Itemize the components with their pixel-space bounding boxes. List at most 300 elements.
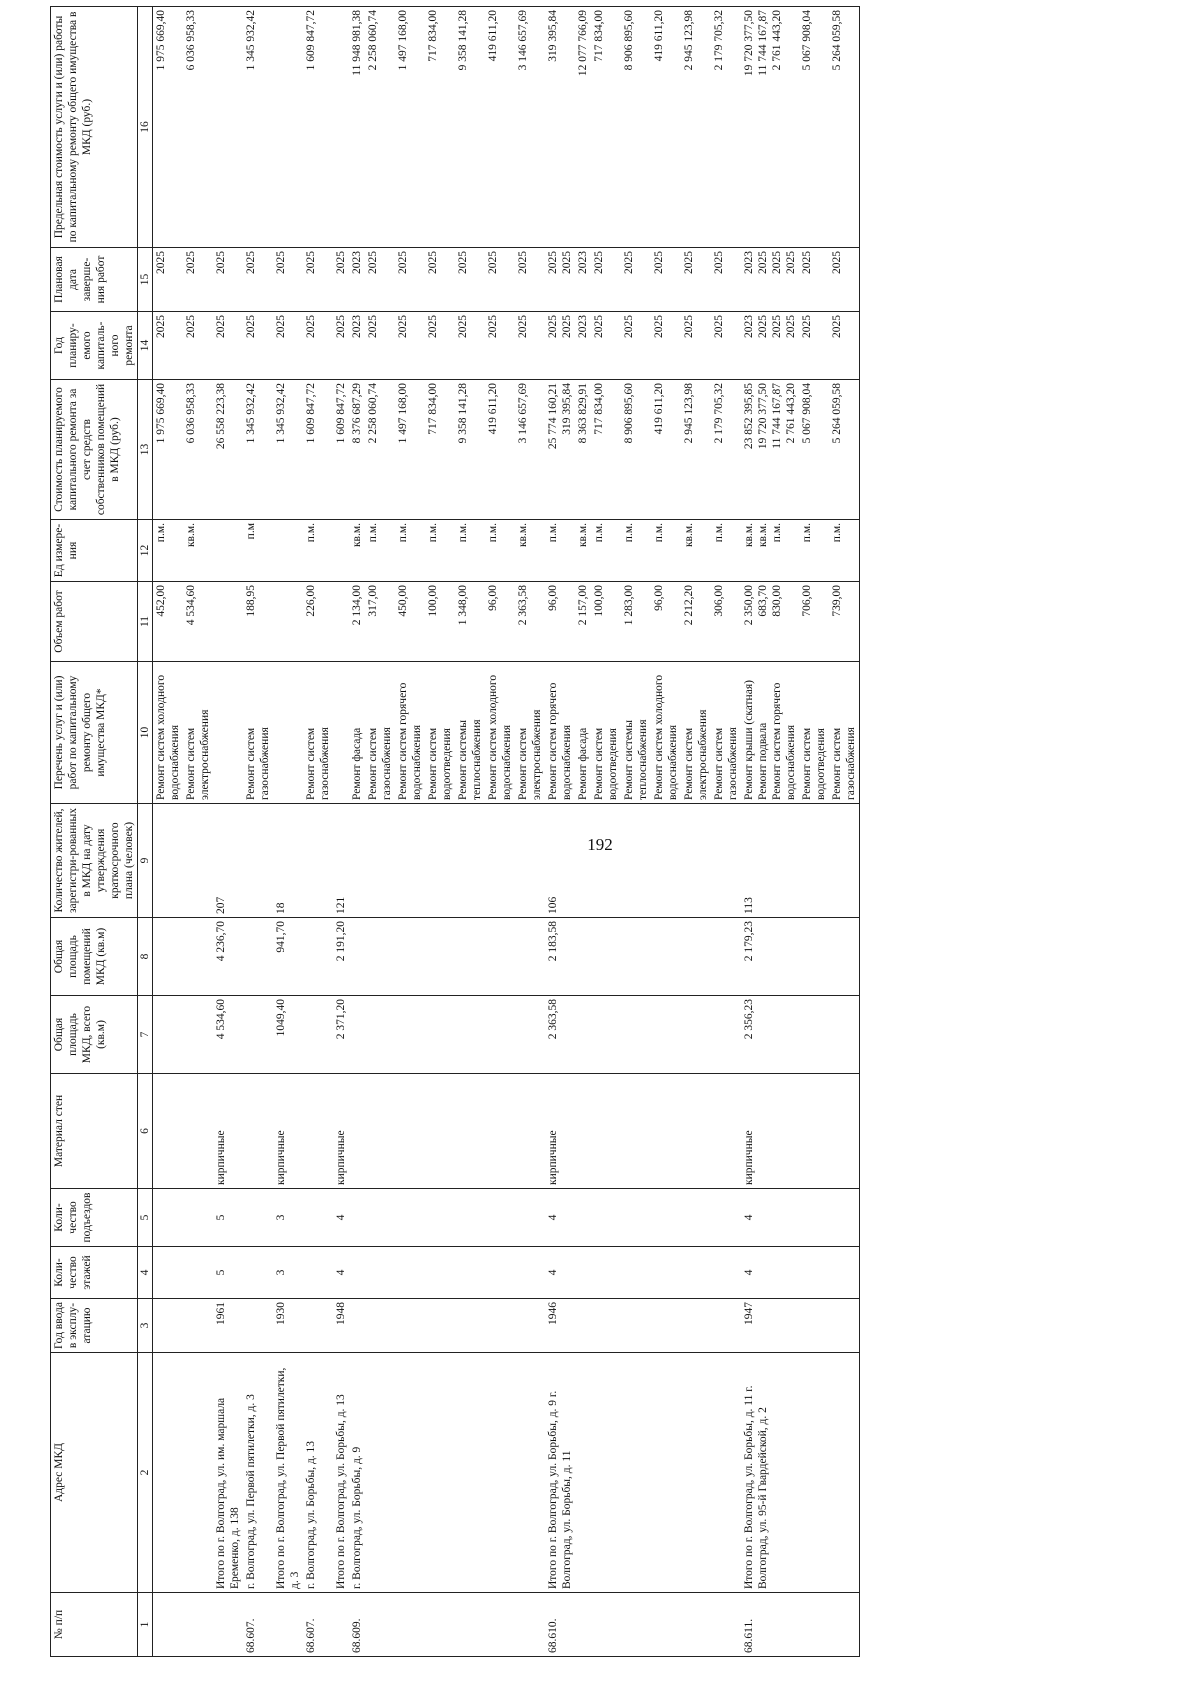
planned-year-cell: [395, 312, 425, 380]
entrances-cell: [183, 1189, 213, 1247]
works-list-cell: [485, 662, 515, 804]
address-cell: Итого по г. Волгоград, ул. Первой пятилетки, д. 3: [273, 1353, 303, 1593]
end-date-cell: [741, 248, 799, 312]
unit-cell: [799, 520, 829, 582]
planned-year-cell: [651, 312, 681, 380]
cell-line: 9 358 141,28: [457, 10, 469, 71]
volume-cell: [273, 582, 303, 662]
works-list-cell: [273, 662, 303, 804]
cell-line: 2025: [831, 251, 843, 274]
wall-material-cell: [799, 1074, 829, 1189]
address-cell: Итого по г. Волгоград, ул. Борьбы, д. 11 г. Волгоград, ул. 95-й Гвардейской, д. 2: [741, 1353, 799, 1593]
end-date-cell: [273, 248, 303, 312]
cell-line: 2025: [427, 315, 439, 338]
cell-line: 6 036 958,33: [185, 383, 197, 444]
cell-line: кв.м.: [517, 523, 529, 548]
end-date-cell: [333, 248, 349, 312]
row-number: [485, 1593, 515, 1657]
cell-line: 2025: [801, 251, 813, 274]
cell-line: 1 283,00: [623, 585, 635, 626]
end-date-cell: [365, 248, 395, 312]
address-cell: [829, 1353, 860, 1593]
cell-line: 2025: [185, 251, 197, 274]
residents-cell: [243, 804, 273, 918]
cell-line: 717 834,00: [593, 383, 605, 435]
row-number: [395, 1593, 425, 1657]
works-list-cell: [681, 662, 711, 804]
wall-material-cell: кирпичные: [545, 1074, 575, 1189]
cell-line: водоснабжения: [169, 724, 181, 800]
volume-cell: [349, 582, 365, 662]
table-row: [591, 7, 621, 1657]
table-row: [651, 7, 681, 1657]
cell-line: 8 906 895,60: [623, 383, 635, 444]
cell-line: электроснабжения: [199, 709, 211, 800]
year-built-cell: [799, 1299, 829, 1353]
unit-cell: [243, 520, 273, 582]
cell-line: 2025: [215, 315, 227, 338]
cell-line: 2025: [771, 315, 783, 338]
row-number: [333, 1593, 349, 1657]
residents-cell: [365, 804, 395, 918]
table-row: [711, 7, 741, 1657]
cell-line: 226,00: [305, 585, 317, 617]
table-row: [425, 7, 455, 1657]
cell-line: Ремонт систем холодного: [653, 674, 665, 800]
premises-area-cell: [485, 918, 515, 996]
limit-cost-cell: [829, 7, 860, 248]
wall-material-cell: [711, 1074, 741, 1189]
works-list-cell: [545, 662, 575, 804]
cell-line: 419 611,20: [653, 383, 665, 435]
cell-line: 19 720 377,50: [743, 10, 755, 77]
premises-area-cell: [349, 918, 365, 996]
end-date-cell: [829, 248, 860, 312]
works-list-cell: [575, 662, 591, 804]
limit-cost-cell: [425, 7, 455, 248]
total-area-cell: [349, 996, 365, 1074]
column-number: 8: [138, 918, 153, 996]
row-number: [455, 1593, 485, 1657]
cell-line: 2 179 705,32: [713, 10, 725, 71]
volume-cell: [455, 582, 485, 662]
cell-line: 2025: [367, 251, 379, 274]
residents-cell: [425, 804, 455, 918]
table-body: [153, 7, 860, 1657]
column-header: Ед измере-ния: [51, 520, 138, 582]
address-cell: Итого по г. Волгоград, ул. им. маршала Еременко, д. 138: [213, 1353, 243, 1593]
year-built-cell: [365, 1299, 395, 1353]
cell-line: 2025: [547, 315, 559, 338]
cost-cell: [333, 380, 349, 520]
cost-cell: [485, 380, 515, 520]
cell-line: п.м.: [623, 523, 635, 543]
wall-material-cell: [455, 1074, 485, 1189]
cell-line: 96,00: [487, 585, 499, 611]
total-area-cell: 2 371,20: [333, 996, 349, 1074]
limit-cost-cell: [303, 7, 333, 248]
table-row: [575, 7, 591, 1657]
limit-cost-cell: [273, 7, 303, 248]
residents-cell: 121: [333, 804, 349, 918]
row-number: [213, 1593, 243, 1657]
wall-material-cell: [153, 1074, 184, 1189]
row-number: 68.609.: [349, 1593, 365, 1657]
column-header: Перечень услуг и (или) работ по капитальному ремонту общего имущества МКД*: [51, 662, 138, 804]
limit-cost-cell: [485, 7, 515, 248]
planned-year-cell: [425, 312, 455, 380]
year-built-cell: 1961: [213, 1299, 243, 1353]
works-list-cell: [591, 662, 621, 804]
wall-material-cell: кирпичные: [741, 1074, 799, 1189]
premises-area-cell: 2 179,23: [741, 918, 799, 996]
total-area-cell: 2 363,58: [545, 996, 575, 1074]
year-built-cell: [515, 1299, 545, 1353]
total-area-cell: [711, 996, 741, 1074]
residents-cell: [621, 804, 651, 918]
cell-line: п.м.: [457, 523, 469, 543]
cell-line: 8 376 687,29: [351, 383, 363, 444]
floors-cell: [591, 1247, 621, 1299]
volume-cell: [575, 582, 591, 662]
cell-line: 2023: [577, 315, 589, 338]
cell-line: водоотведения: [815, 728, 827, 800]
wall-material-cell: [243, 1074, 273, 1189]
floors-cell: [711, 1247, 741, 1299]
unit-cell: [575, 520, 591, 582]
cell-line: 2025: [683, 251, 695, 274]
volume-cell: [545, 582, 575, 662]
floors-cell: [485, 1247, 515, 1299]
year-built-cell: [243, 1299, 273, 1353]
table-row: [545, 7, 575, 1657]
planned-year-cell: [591, 312, 621, 380]
entrances-cell: [425, 1189, 455, 1247]
address-cell: [365, 1353, 395, 1593]
planned-year-cell: [485, 312, 515, 380]
unit-cell: [829, 520, 860, 582]
cell-line: Ремонт систем: [305, 727, 317, 800]
cell-line: 2025: [593, 315, 605, 338]
cell-line: 830,00: [771, 585, 783, 617]
entrances-cell: [591, 1189, 621, 1247]
cost-cell: [349, 380, 365, 520]
planned-year-cell: [711, 312, 741, 380]
cell-line: 2023: [743, 315, 755, 338]
cell-line: 2025: [653, 315, 665, 338]
floors-cell: [365, 1247, 395, 1299]
cell-line: Ремонт систем: [517, 727, 529, 800]
planned-year-cell: [333, 312, 349, 380]
premises-area-cell: [651, 918, 681, 996]
cell-line: 2025: [713, 251, 725, 274]
total-area-cell: [425, 996, 455, 1074]
address-cell: [799, 1353, 829, 1593]
end-date-cell: [711, 248, 741, 312]
cost-cell: [741, 380, 799, 520]
volume-cell: [303, 582, 333, 662]
entrances-cell: [485, 1189, 515, 1247]
year-built-cell: [485, 1299, 515, 1353]
works-list-cell: [243, 662, 273, 804]
cost-cell: [243, 380, 273, 520]
works-list-cell: [799, 662, 829, 804]
floors-cell: [395, 1247, 425, 1299]
cell-line: Ремонт систем: [683, 727, 695, 800]
cell-line: 419 611,20: [653, 10, 665, 62]
volume-cell: [651, 582, 681, 662]
column-number: 7: [138, 996, 153, 1074]
cell-line: 2025: [335, 251, 347, 274]
unit-cell: [425, 520, 455, 582]
floors-cell: [681, 1247, 711, 1299]
floors-cell: [621, 1247, 651, 1299]
cell-line: п.м.: [155, 523, 167, 543]
table-row: [213, 7, 243, 1657]
cell-line: 2025: [335, 315, 347, 338]
residents-cell: 207: [213, 804, 243, 918]
wall-material-cell: [303, 1074, 333, 1189]
works-list-cell: [425, 662, 455, 804]
cell-line: п.м.: [771, 523, 783, 543]
year-built-cell: [395, 1299, 425, 1353]
total-area-cell: [365, 996, 395, 1074]
entrances-cell: [395, 1189, 425, 1247]
volume-cell: [365, 582, 395, 662]
table-row: [485, 7, 515, 1657]
unit-cell: [741, 520, 799, 582]
cell-line: 100,00: [427, 585, 439, 617]
entrances-cell: [303, 1189, 333, 1247]
cell-line: 2025: [517, 315, 529, 338]
cost-cell: [425, 380, 455, 520]
floors-cell: [455, 1247, 485, 1299]
cell-line: 2025: [397, 315, 409, 338]
column-header: Предельная стоимость услуги и (или) работы по капитальному ремонту общего имущества в МКД (руб.): [51, 7, 138, 248]
premises-area-cell: 2 191,20: [333, 918, 349, 996]
cell-line: Ремонт систем: [801, 727, 813, 800]
cell-line: 2025: [771, 251, 783, 274]
wall-material-cell: [515, 1074, 545, 1189]
cell-line: 1 975 669,40: [155, 383, 167, 444]
works-list-cell: [303, 662, 333, 804]
cost-cell: [651, 380, 681, 520]
end-date-cell: [425, 248, 455, 312]
cell-line: 9 358 141,28: [457, 383, 469, 444]
planned-year-cell: [349, 312, 365, 380]
entrances-cell: [365, 1189, 395, 1247]
row-number: [799, 1593, 829, 1657]
rotated-page: [50, 7, 1200, 1657]
unit-cell: [591, 520, 621, 582]
cell-line: 2025: [305, 251, 317, 274]
address-cell: [575, 1353, 591, 1593]
page-number: 192: [587, 835, 613, 854]
cost-cell: [213, 380, 243, 520]
cell-line: 2025: [561, 315, 573, 338]
unit-cell: [365, 520, 395, 582]
entrances-cell: [243, 1189, 273, 1247]
column-number-row: [138, 7, 153, 1657]
volume-cell: [485, 582, 515, 662]
premises-area-cell: [303, 918, 333, 996]
cell-line: 1 975 669,40: [155, 10, 167, 71]
year-built-cell: 1948: [333, 1299, 349, 1353]
cell-line: 8 906 895,60: [623, 10, 635, 71]
planned-year-cell: [515, 312, 545, 380]
entrances-cell: [515, 1189, 545, 1247]
unit-cell: [515, 520, 545, 582]
row-number: [829, 1593, 860, 1657]
cell-line: 12 077 766,09: [577, 10, 589, 77]
entrances-cell: [681, 1189, 711, 1247]
cell-line: 2025: [623, 251, 635, 274]
cell-line: 1 348,00: [457, 585, 469, 626]
cell-line: 25 774 160,21: [547, 383, 559, 450]
column-header: Объем работ: [51, 582, 138, 662]
cost-cell: [621, 380, 651, 520]
cell-line: 2 157,00: [577, 585, 589, 626]
wall-material-cell: [365, 1074, 395, 1189]
column-header: Общая площадь помещений МКД (кв.м): [51, 918, 138, 996]
entrances-cell: 3: [273, 1189, 303, 1247]
row-number: [273, 1593, 303, 1657]
column-header: Материал стен: [51, 1074, 138, 1189]
residents-cell: 113: [741, 804, 799, 918]
table-row: [829, 7, 860, 1657]
cell-line: 3 146 657,69: [517, 383, 529, 444]
premises-area-cell: [395, 918, 425, 996]
cell-line: Ремонт подвала: [757, 722, 769, 800]
limit-cost-cell: [711, 7, 741, 248]
year-built-cell: [651, 1299, 681, 1353]
cost-cell: [303, 380, 333, 520]
wall-material-cell: [183, 1074, 213, 1189]
wall-material-cell: [575, 1074, 591, 1189]
year-built-cell: [349, 1299, 365, 1353]
year-built-cell: [681, 1299, 711, 1353]
cell-line: п.м.: [305, 523, 317, 543]
row-number: [425, 1593, 455, 1657]
table-row: [243, 7, 273, 1657]
residents-cell: [485, 804, 515, 918]
residents-cell: [515, 804, 545, 918]
limit-cost-cell: [545, 7, 575, 248]
cell-line: 4 534,60: [185, 585, 197, 626]
entrances-cell: 4: [545, 1189, 575, 1247]
cell-line: Ремонт систем: [367, 727, 379, 800]
cost-cell: [799, 380, 829, 520]
limit-cost-cell: [621, 7, 651, 248]
planned-year-cell: [545, 312, 575, 380]
cell-line: 11 744 167,87: [771, 383, 783, 449]
entrances-cell: [621, 1189, 651, 1247]
table-row: [681, 7, 711, 1657]
cell-line: электроснабжения: [531, 709, 543, 800]
total-area-cell: 4 534,60: [213, 996, 243, 1074]
cell-line: 2025: [593, 251, 605, 274]
header-row: [51, 7, 138, 1657]
column-header: Коли-чество этажей: [51, 1247, 138, 1299]
cell-line: 683,70: [757, 585, 769, 617]
floors-cell: 4: [333, 1247, 349, 1299]
cell-line: 11 948 981,38: [351, 10, 363, 76]
cell-line: п.м.: [487, 523, 499, 543]
planned-year-cell: [183, 312, 213, 380]
residents-cell: [395, 804, 425, 918]
cell-line: 2 363,58: [517, 585, 529, 626]
row-number: [515, 1593, 545, 1657]
unit-cell: [303, 520, 333, 582]
cell-line: 2025: [487, 251, 499, 274]
year-built-cell: [829, 1299, 860, 1353]
planned-year-cell: [365, 312, 395, 380]
premises-area-cell: [829, 918, 860, 996]
cost-cell: [515, 380, 545, 520]
cell-line: 2 350,00: [743, 585, 755, 626]
end-date-cell: [591, 248, 621, 312]
cell-line: 26 558 223,38: [215, 383, 227, 450]
cell-line: газоснабжения: [319, 727, 331, 800]
address-cell: [591, 1353, 621, 1593]
end-date-cell: [213, 248, 243, 312]
row-number: [651, 1593, 681, 1657]
year-built-cell: [591, 1299, 621, 1353]
premises-area-cell: [153, 918, 184, 996]
limit-cost-cell: [651, 7, 681, 248]
cost-cell: [575, 380, 591, 520]
row-number: [711, 1593, 741, 1657]
cell-line: 2 212,20: [683, 585, 695, 626]
planned-year-cell: [243, 312, 273, 380]
cell-line: 1 609 847,72: [335, 383, 347, 444]
planned-year-cell: [153, 312, 184, 380]
cell-line: Ремонт фасада: [577, 727, 589, 800]
cell-line: 319 395,84: [547, 10, 559, 62]
year-built-cell: [575, 1299, 591, 1353]
table-row: [365, 7, 395, 1657]
table-row: [741, 7, 799, 1657]
floors-cell: [799, 1247, 829, 1299]
planned-year-cell: [575, 312, 591, 380]
unit-cell: [681, 520, 711, 582]
cell-line: 2025: [457, 315, 469, 338]
floors-cell: [575, 1247, 591, 1299]
column-header: Коли-чество подъездов: [51, 1189, 138, 1247]
cell-line: 1 497 168,00: [397, 10, 409, 71]
cell-line: газоснабжения: [727, 727, 739, 800]
cell-line: 2 945 123,98: [683, 383, 695, 444]
planned-year-cell: [741, 312, 799, 380]
cell-line: 2025: [155, 315, 167, 338]
works-list-cell: [515, 662, 545, 804]
row-number: [183, 1593, 213, 1657]
cell-line: кв.м.: [757, 523, 769, 548]
address-cell: [153, 1353, 184, 1593]
unit-cell: [213, 520, 243, 582]
unit-cell: [349, 520, 365, 582]
limit-cost-cell: [365, 7, 395, 248]
works-list-cell: [365, 662, 395, 804]
cell-line: 452,00: [155, 585, 167, 617]
unit-cell: [183, 520, 213, 582]
cell-line: 319 395,84: [561, 383, 573, 435]
cell-line: водоотведения: [441, 728, 453, 800]
cell-line: 2025: [547, 251, 559, 274]
row-number: [575, 1593, 591, 1657]
end-date-cell: [681, 248, 711, 312]
cell-line: 2025: [757, 251, 769, 274]
